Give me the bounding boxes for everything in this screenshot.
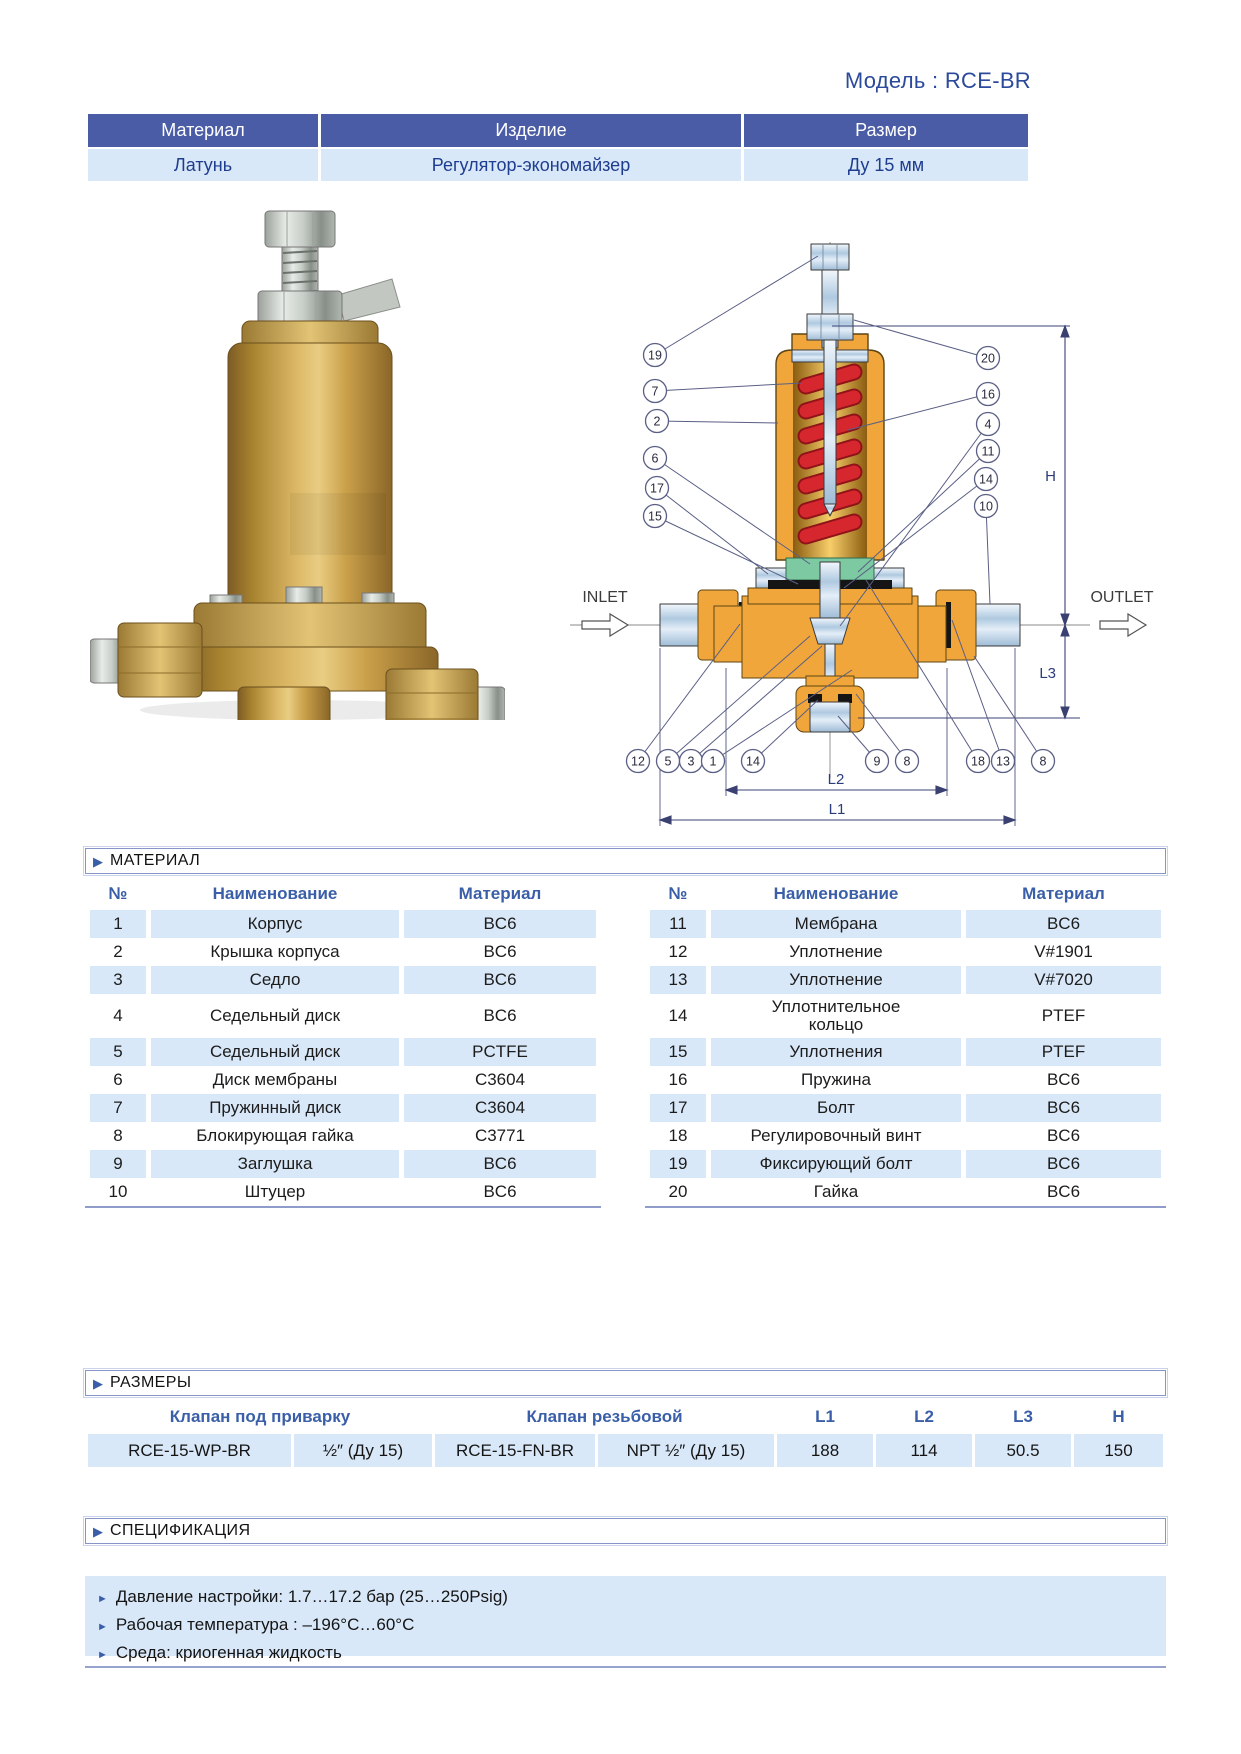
- callout-number: 20: [981, 351, 995, 366]
- row-name: Пружинный диск: [151, 1094, 399, 1122]
- col-header-l2: L2: [914, 1407, 934, 1426]
- row-material: BC6: [966, 1094, 1161, 1122]
- row-material: BC6: [1046, 1070, 1081, 1090]
- callout-number: 19: [648, 348, 662, 363]
- section-title: МАТЕРИАЛ: [110, 852, 201, 869]
- dim-label-h: H: [1045, 468, 1056, 485]
- table-row: [650, 994, 1161, 1038]
- row-name: Корпус: [151, 910, 399, 938]
- spec-item-text: Рабочая температура : –196°C…60°C: [115, 1615, 415, 1634]
- row-material: BC6: [483, 942, 517, 962]
- table-row: [650, 878, 1161, 910]
- callout-number: 1: [709, 754, 717, 769]
- dim-label-l3: L3: [1039, 665, 1056, 682]
- table-row: [650, 1178, 1161, 1206]
- row-material: PCTFE: [404, 1038, 596, 1066]
- col-header-material: Материал: [458, 884, 542, 903]
- table-row: [90, 1094, 596, 1122]
- summary-col-material: Материал: [88, 114, 318, 147]
- row-name: Заглушка: [151, 1150, 399, 1178]
- thread-model: RCE-15-FN-BR: [435, 1434, 595, 1467]
- body-right-hub: [914, 606, 946, 662]
- row-no: 15: [650, 1038, 706, 1066]
- lock-nut: [807, 314, 853, 340]
- product-summary-table: [85, 112, 1031, 183]
- section-title: СПЕЦИФИКАЦИЯ: [110, 1522, 251, 1539]
- dimensions-table: [85, 1400, 1166, 1469]
- thread-size: NPT ½″ (Ду 15): [598, 1434, 774, 1467]
- row-name: Мембрана: [711, 910, 961, 938]
- outlet-label: OUTLET: [1090, 589, 1154, 606]
- callout-leader-line: [986, 506, 990, 604]
- inlet-label: INLET: [582, 589, 628, 606]
- col-header-no: №: [668, 884, 688, 903]
- callout-number: 5: [664, 754, 672, 769]
- triangle-bullet-icon: ▶: [93, 853, 103, 869]
- screw-lower-stem: [824, 340, 836, 504]
- table-row: [90, 1066, 596, 1094]
- specification-section-header: [85, 1518, 1166, 1544]
- row-no: 2: [113, 942, 123, 962]
- col-header-threaded-valve: Клапан резьбовой: [526, 1407, 683, 1426]
- page-title: Модель : RCE-BR: [844, 68, 1031, 93]
- row-no: 3: [90, 966, 146, 994]
- table-row: [88, 1434, 1163, 1467]
- inlet-arrow-icon: [582, 614, 628, 636]
- row-no: 5: [90, 1038, 146, 1066]
- bottom-plug: [810, 702, 850, 732]
- table-row: [88, 114, 1028, 147]
- triangle-bullet-icon: ►: [97, 1649, 108, 1661]
- table-row: [90, 1150, 596, 1178]
- row-material: BC6: [1046, 1182, 1081, 1202]
- materials-table-right: [645, 878, 1166, 1208]
- dim-label-l2: L2: [827, 771, 845, 788]
- row-no: 7: [90, 1094, 146, 1122]
- row-name: Седельный диск: [151, 1038, 399, 1066]
- summary-col-product: Изделие: [321, 114, 741, 147]
- row-no: 14: [668, 1006, 688, 1026]
- row-no: 4: [113, 1006, 123, 1026]
- row-name: Штуцер: [244, 1182, 306, 1202]
- dim-l1-value: 188: [777, 1434, 873, 1467]
- row-no: 16: [668, 1070, 688, 1090]
- row-name: Уплотнение: [711, 966, 961, 994]
- summary-val-material: Латунь: [88, 149, 318, 181]
- dim-l3-value: 50.5: [975, 1434, 1071, 1467]
- row-material: V#1901: [1034, 942, 1093, 962]
- row-material: BC6: [404, 910, 596, 938]
- callout-leader-line: [657, 421, 778, 423]
- row-material: C3771: [474, 1126, 526, 1146]
- row-no: 1: [90, 910, 146, 938]
- col-header-weld-valve: Клапан под приварку: [169, 1407, 351, 1426]
- col-header-l3: L3: [1013, 1407, 1033, 1426]
- row-no: 11: [650, 910, 706, 938]
- table-row: [650, 966, 1161, 994]
- triangle-bullet-icon: ►: [97, 1621, 108, 1633]
- row-name: Фиксирующий болт: [711, 1150, 961, 1178]
- valve-photo-illustration: [90, 211, 505, 720]
- table-row: [650, 1122, 1161, 1150]
- row-no: 20: [668, 1182, 688, 1202]
- row-name: Уплотнение: [789, 942, 883, 962]
- col-header-h: H: [1112, 1407, 1125, 1426]
- row-name: Седло: [151, 966, 399, 994]
- table-row: [90, 1122, 596, 1150]
- row-material: BC6: [1046, 1126, 1081, 1146]
- table-row: [650, 1066, 1161, 1094]
- row-no: 17: [650, 1094, 706, 1122]
- row-no: 9: [90, 1150, 146, 1178]
- row-name: Регулировочный винт: [750, 1126, 922, 1146]
- row-material: C3604: [474, 1070, 526, 1090]
- summary-val-size: Ду 15 мм: [744, 149, 1028, 181]
- spec-item-text: Среда: криогенная жидкость: [115, 1643, 342, 1662]
- triangle-bullet-icon: ►: [97, 1593, 108, 1605]
- valve-stem: [820, 562, 840, 618]
- materials-left-body: [90, 910, 596, 1206]
- materials-right-body: [650, 910, 1161, 1206]
- table-row: [650, 1038, 1161, 1066]
- row-no: 19: [650, 1150, 706, 1178]
- row-name: Седельный диск: [209, 1006, 341, 1026]
- row-no: 12: [668, 942, 688, 962]
- callout-number: 9: [873, 754, 881, 769]
- table-row: [88, 1402, 1163, 1432]
- row-no: 10: [108, 1182, 128, 1202]
- row-material: BC6: [404, 966, 596, 994]
- callout-number: 2: [653, 414, 661, 429]
- row-name: Пружина: [801, 1070, 871, 1090]
- callout-number: 6: [651, 451, 659, 466]
- callout-number: 8: [903, 754, 911, 769]
- table-row: [90, 1178, 596, 1206]
- callout-number: 4: [984, 417, 992, 432]
- callout-number: 14: [746, 754, 760, 769]
- row-no: 6: [113, 1070, 123, 1090]
- row-name: Крышка корпуса: [210, 942, 340, 962]
- triangle-bullet-icon: ▶: [93, 1375, 103, 1391]
- cross-section-diagram: [510, 198, 1182, 846]
- col-header-l1: L1: [815, 1407, 835, 1426]
- row-name: Блокирующая гайка: [196, 1126, 354, 1146]
- table-row: [650, 1094, 1161, 1122]
- row-no: 8: [113, 1126, 123, 1146]
- callout-number: 16: [981, 387, 995, 402]
- callout-number: 8: [1039, 754, 1047, 769]
- callout-number: 7: [651, 384, 659, 399]
- dim-label-l1: L1: [828, 801, 846, 818]
- col-header-name: Наименование: [212, 884, 338, 903]
- table-row: [90, 938, 596, 966]
- col-header-material: Материал: [1022, 884, 1105, 903]
- dim-l2-value: 114: [876, 1434, 972, 1467]
- table-row: [88, 149, 1028, 181]
- row-material: BC6: [966, 1150, 1161, 1178]
- outlet-seal-ring: [946, 602, 951, 648]
- row-material: C3604: [404, 1094, 596, 1122]
- table-row: [90, 966, 596, 994]
- specification-list: [85, 1584, 1166, 1668]
- materials-section-header: [85, 848, 1166, 874]
- row-material: PTEF: [966, 1038, 1161, 1066]
- callout-number: 14: [979, 472, 993, 487]
- callout-leader-line: [657, 488, 768, 574]
- section-title: РАЗМЕРЫ: [110, 1374, 192, 1391]
- spec-item: [97, 1640, 1166, 1668]
- col-header-name: Наименование: [773, 884, 899, 903]
- row-no: 13: [650, 966, 706, 994]
- table-row: [650, 938, 1161, 966]
- row-material: PTEF: [1041, 1006, 1086, 1026]
- table-row: [650, 1150, 1161, 1178]
- spec-item-text: Давление настройки: 1.7…17.2 бар (25…250Psig): [115, 1587, 508, 1606]
- body-left-hub: [714, 606, 746, 662]
- footer-divider: [85, 1666, 1166, 1668]
- row-material: BC6: [483, 1182, 517, 1202]
- callout-number: 13: [996, 754, 1010, 769]
- row-name: Диск мембраны: [212, 1070, 338, 1090]
- callout-number: 11: [981, 444, 995, 459]
- spec-item: [97, 1612, 1166, 1640]
- dim-h-value: 150: [1074, 1434, 1163, 1467]
- triangle-bullet-icon: ▶: [93, 1523, 103, 1539]
- callout-number: 15: [648, 509, 662, 524]
- product-photo: [90, 195, 505, 720]
- row-name: Уплотнения: [711, 1038, 961, 1066]
- summary-val-product: Регулятор-экономайзер: [321, 149, 741, 181]
- weld-model: RCE-15-WP-BR: [88, 1434, 291, 1467]
- dimensions-section-header: [85, 1370, 1166, 1396]
- specification-panel: [85, 1576, 1166, 1662]
- table-row: [90, 878, 596, 910]
- callout-number: 18: [971, 754, 985, 769]
- spec-item: [97, 1584, 1166, 1612]
- callout-number: 17: [650, 481, 664, 496]
- row-name: Гайка: [813, 1182, 859, 1202]
- row-name: Болт: [711, 1094, 961, 1122]
- summary-col-size: Размер: [744, 114, 1028, 147]
- col-header-no: №: [108, 884, 128, 903]
- materials-table-left: [85, 878, 601, 1208]
- row-material: BC6: [966, 910, 1161, 938]
- row-material: BC6: [483, 1006, 517, 1026]
- table-row: [90, 910, 596, 938]
- row-no: 18: [668, 1126, 688, 1146]
- callout-number: 3: [687, 754, 695, 769]
- callout-number: 10: [979, 499, 993, 514]
- weld-size: ½″ (Ду 15): [294, 1434, 432, 1467]
- row-name: Уплотнительное кольцо: [771, 997, 901, 1034]
- row-material: BC6: [404, 1150, 596, 1178]
- table-row: [90, 994, 596, 1038]
- table-row: [650, 910, 1161, 938]
- callout-number: 12: [631, 754, 645, 769]
- row-material: V#7020: [966, 966, 1161, 994]
- table-row: [90, 1038, 596, 1066]
- outlet-arrow-icon: [1100, 614, 1146, 636]
